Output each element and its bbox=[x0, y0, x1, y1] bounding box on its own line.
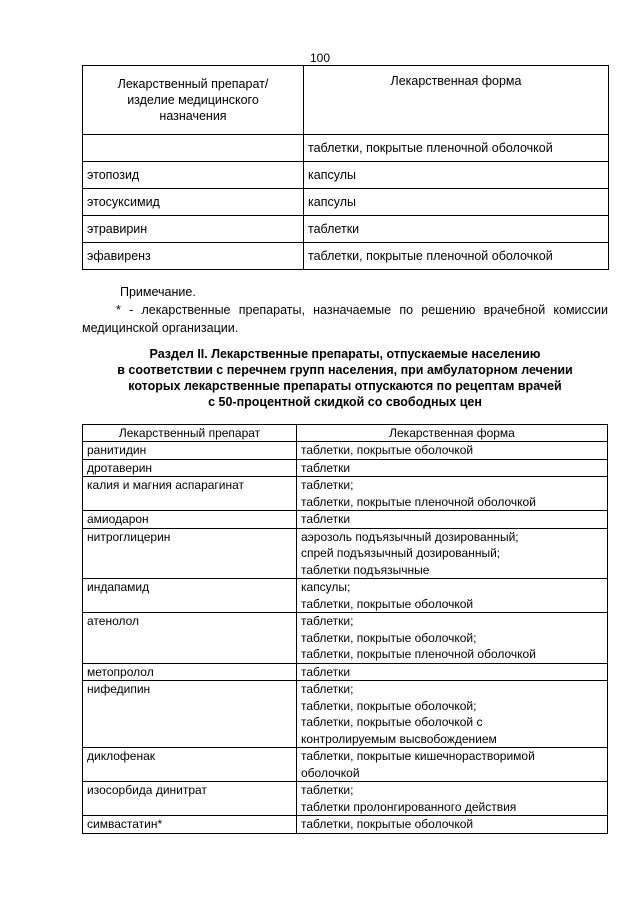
drug-cell: симвастатин* bbox=[83, 816, 297, 834]
table-row bbox=[83, 459, 608, 477]
form-cell: таблетки, покрытые пленочной оболочкой bbox=[304, 135, 609, 162]
form-line: спрей подъязычный дозированный; bbox=[301, 546, 501, 560]
form-cell bbox=[297, 816, 608, 834]
header-drug-line: Лекарственный препарат/ bbox=[117, 77, 269, 91]
form-line: таблетки, покрытые оболочкой; bbox=[301, 698, 477, 713]
drug-cell: метопролол bbox=[83, 663, 297, 681]
note-text: * - лекарственные препараты, назначаемые по решению врачебной комиссии медицинской организации. bbox=[82, 303, 608, 335]
form-line: таблетки подъязычные bbox=[301, 562, 430, 577]
form-line: таблетки, покрытые пленочной оболочкой bbox=[301, 647, 536, 661]
section-title-line: с 50-процентной скидкой со свободных цен bbox=[208, 395, 482, 409]
form-cell bbox=[297, 663, 608, 681]
form-line: таблетки пролонгированного действия bbox=[301, 799, 517, 814]
drug-cell: калия и магния аспарагинат bbox=[83, 477, 297, 511]
header-form-cell: Лекарственная форма bbox=[297, 425, 608, 442]
form-line: таблетки, покрытые оболочкой bbox=[301, 817, 474, 831]
table-row bbox=[83, 189, 609, 216]
form-line: оболочкой bbox=[301, 765, 360, 780]
drug-cell: этопозид bbox=[83, 162, 304, 189]
table-row bbox=[83, 613, 608, 664]
table-header-row bbox=[83, 66, 609, 135]
form-line: таблетки, покрытые оболочкой с bbox=[301, 715, 483, 729]
form-cell bbox=[297, 442, 608, 460]
section-title-line: которых лекарственные препараты отпускаются по рецептам врачей bbox=[128, 379, 562, 393]
drug-cell: нифедипин bbox=[83, 681, 297, 748]
form-cell bbox=[297, 511, 608, 529]
note-title: Примечание. bbox=[120, 285, 196, 299]
form-cell: капсулы bbox=[304, 189, 609, 216]
section-title bbox=[82, 346, 608, 410]
drug-cell: атенолол bbox=[83, 613, 297, 664]
form-cell bbox=[297, 748, 608, 782]
drug-cell: дротаверин bbox=[83, 459, 297, 477]
drug-cell: эфавиренз bbox=[83, 243, 304, 270]
form-line: таблетки bbox=[301, 460, 351, 475]
form-cell: капсулы bbox=[304, 162, 609, 189]
table-row bbox=[83, 511, 608, 529]
form-line: таблетки; bbox=[301, 614, 354, 628]
table-row bbox=[83, 162, 609, 189]
form-line: таблетки, покрытые оболочкой; bbox=[301, 630, 477, 645]
drug-cell: ранитидин bbox=[83, 442, 297, 460]
table-row bbox=[83, 477, 608, 511]
section-title-line: в соответствии с перечнем групп населения, при амбулаторном лечении bbox=[117, 363, 573, 377]
form-cell bbox=[297, 459, 608, 477]
table-row bbox=[83, 579, 608, 613]
drug-cell: нитроглицерин bbox=[83, 528, 297, 579]
table-row bbox=[83, 243, 609, 270]
table-row bbox=[83, 663, 608, 681]
header-form-cell: Лекарственная форма bbox=[304, 66, 609, 135]
drug-table-continued bbox=[82, 65, 609, 270]
table-body bbox=[83, 442, 608, 834]
table-header-row bbox=[83, 425, 608, 442]
form-cell bbox=[297, 477, 608, 511]
drug-cell: изосорбида динитрат bbox=[83, 782, 297, 816]
header-drug-cell bbox=[83, 66, 304, 135]
table-row bbox=[83, 816, 608, 834]
drug-cell: этосуксимид bbox=[83, 189, 304, 216]
drug-cell: амиодарон bbox=[83, 511, 297, 529]
form-line: таблетки; bbox=[301, 783, 354, 797]
form-line: таблетки, покрытые оболочкой bbox=[301, 596, 474, 611]
page-number: 100 bbox=[309, 51, 331, 65]
table-row bbox=[83, 442, 608, 460]
table-row bbox=[83, 782, 608, 816]
header-drug-line: назначения bbox=[159, 109, 227, 123]
form-line: таблетки; bbox=[301, 478, 354, 492]
drug-cell: индапамид bbox=[83, 579, 297, 613]
form-cell: таблетки bbox=[304, 216, 609, 243]
table-row bbox=[83, 681, 608, 748]
table-row bbox=[83, 135, 609, 162]
form-line: таблетки, покрытые кишечнорастворимой bbox=[301, 749, 535, 763]
header-drug-line: изделие медицинского bbox=[127, 93, 259, 107]
drug-cell: этравирин bbox=[83, 216, 304, 243]
form-line: контролируемым высвобождением bbox=[301, 731, 497, 746]
table-row bbox=[83, 748, 608, 782]
form-cell: таблетки, покрытые пленочной оболочкой bbox=[304, 243, 609, 270]
drug-table-section2 bbox=[82, 424, 608, 834]
drug-cell bbox=[83, 135, 304, 162]
form-line: таблетки bbox=[301, 664, 351, 679]
table-row bbox=[83, 216, 609, 243]
form-cell bbox=[297, 681, 608, 748]
drug-cell: диклофенак bbox=[83, 748, 297, 782]
header-drug-cell: Лекарственный препарат bbox=[83, 425, 297, 442]
section-title-line: Раздел II. Лекарственные препараты, отпускаемые населению bbox=[149, 347, 541, 361]
form-line: аэрозоль подъязычный дозированный; bbox=[301, 529, 519, 544]
table-row bbox=[83, 528, 608, 579]
form-cell bbox=[297, 613, 608, 664]
form-cell bbox=[297, 782, 608, 816]
form-line: таблетки; bbox=[301, 682, 354, 696]
form-line: таблетки bbox=[301, 512, 351, 526]
form-line: таблетки, покрытые пленочной оболочкой bbox=[301, 494, 536, 509]
form-line: таблетки, покрытые оболочкой bbox=[301, 443, 474, 457]
form-line: капсулы; bbox=[301, 580, 351, 594]
form-cell bbox=[297, 579, 608, 613]
form-cell bbox=[297, 528, 608, 579]
